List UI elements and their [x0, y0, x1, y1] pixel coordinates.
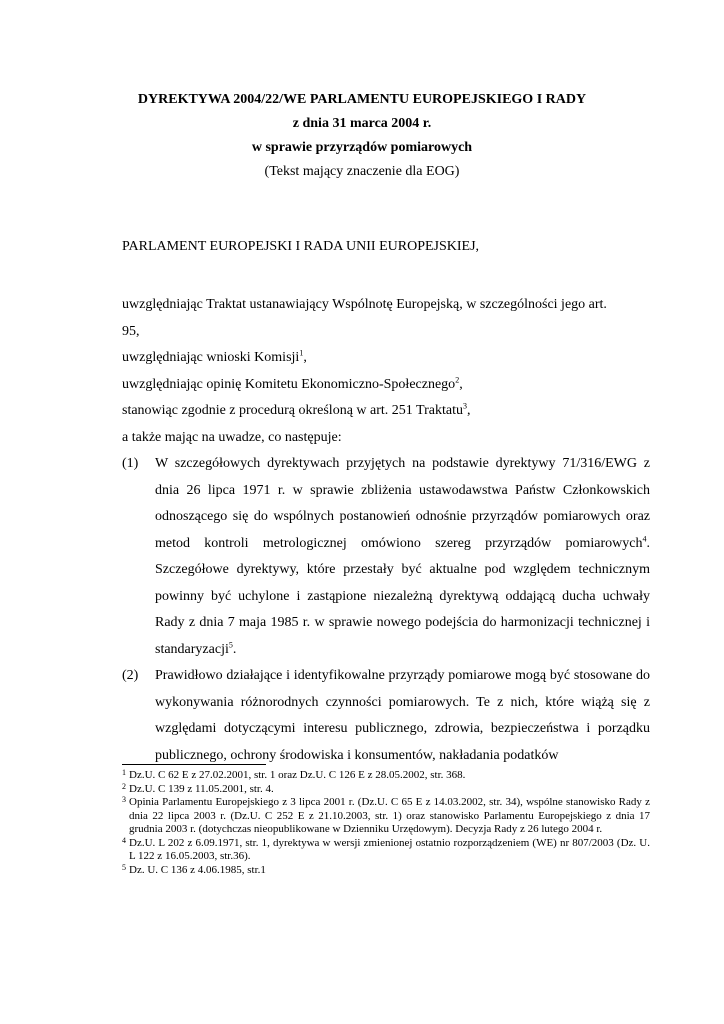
footnote-number: 2: [122, 781, 126, 791]
footnotes-section: [122, 769, 650, 877]
footnote-ref-2: 2: [455, 374, 460, 384]
footnote-3: 3 Opinia Parlamentu Europejskiego z 3 lipca 2001 r. (Dz.U. C 65 E z 14.03.2002, str. 34), wspólne stanowisko Rady z dnia 22 lipca 2003 r. (Dz.U. C 252 E z 21.10.2003, str. 1) oraz stanowisko Parlamentu Europejskiego z dnia 17 grudnia 2003 r. (dotychczas nieopublikowane w Dzienniku Urzędowym). Decyzja Rady z 26 lutego 2004 r.: [122, 795, 650, 835]
footnote-number: 4: [122, 835, 126, 845]
considerations-section: [122, 292, 650, 769]
footnote-divider: [122, 764, 266, 765]
recital-number: (2): [122, 668, 139, 683]
footnote-number: 3: [122, 795, 126, 804]
consideration-procedure: stanowiąc zgodnie z procedurą określoną w art. 251 Traktatu$^3$,: [122, 401, 471, 418]
title-line-date: z dnia 31 marca 2004 r.: [292, 116, 432, 131]
title-line-directive: DYREKTYWA 2004/22/WE PARLAMENTU EUROPEJSKIEGO I RADY: [137, 92, 587, 107]
consideration-treaty: uwzględniając Traktat ustanawiający Wspólnotę Europejską, w szczególności jego art.: [122, 297, 607, 312]
footnote-ref-4: 4: [642, 533, 647, 543]
recital-text: W szczegółowych dyrektywach przyjętych na podstawie dyrektywy 71/316/EWG z dnia 26 lipca 1971 r. w sprawie zbliżenia ustawodawstwa Państw Członkowskich odnoszącego się do wspólnych postanowień odnośnie przyrządów pomiarowych oraz metod kontroli metrologicznej omówiono szereg przyrządów pomiarowych$^4$. Szczegółowe dyrektywy, które przestały być aktualne pod względem technicznym powinny być uchylone i zastąpione niezależną dyrektywą oddającą ducha uchwały Rady z dnia 7 maja 1985 r. w sprawie nowego podejścia do harmonizacji technicznej i standaryzacji$^5$.: [155, 456, 650, 657]
consideration-commission: uwzględniając wnioski Komisji$^1$,: [122, 348, 307, 365]
document-title-block: [0, 88, 724, 184]
footnote-1: 1 Dz.U. C 62 E z 27.02.2001, str. 1 oraz Dz.U. C 126 E z 28.05.2002, str. 368.: [122, 768, 466, 781]
footnote-ref-1: 1: [299, 348, 304, 358]
recital-number: (1): [122, 456, 139, 471]
recital-text: Prawidłowo działające i identyfikowalne przyrządy pomiarowe mogą być stosowane do wykonywania różnorodnych czynności pomiarowych. Te z nich, które wiążą się z względami dotyczącymi interesu publicznego, zdrowia, bezpieczeństwa i porządku publicznego, ochrony środowiska i konsumentów, nakładania podatków: [155, 668, 650, 763]
footnote-5: 5 Dz. U. C 136 z 4.06.1985, str.1: [122, 862, 266, 876]
footnote-ref-3: 3: [462, 401, 467, 411]
consideration-committee: uwzględniając opinię Komitetu Ekonomiczno-Społecznego$^2$,: [122, 374, 463, 392]
consideration-treaty-article: 95,: [122, 323, 140, 339]
title-line-eea-note: (Tekst mający znaczenie dla EOG): [264, 164, 460, 179]
footnote-number: 1: [122, 768, 126, 777]
footnote-ref-5: 5: [228, 639, 233, 649]
footnote-2: 2 Dz.U. C 139 z 11.05.2001, str. 4.: [122, 781, 274, 795]
consideration-whereas: a także mając na uwadze, co następuje:: [122, 429, 342, 445]
title-line-subject: w sprawie przyrządów pomiarowych: [251, 140, 473, 155]
footnote-number: 5: [122, 862, 126, 872]
recital-1: [122, 451, 650, 663]
recital-2: [122, 663, 650, 769]
footnote-4: 4 Dz.U. L 202 z 6.09.1971, str. 1, dyrektywa w wersji zmienionej ostatnio rozporządzeniem (WE) nr 807/2003 (Dz. U. L 122 z 16.05.2003, str.36).: [122, 835, 650, 862]
preamble: PARLAMENT EUROPEJSKI I RADA UNII EUROPEJSKIEJ,: [122, 239, 480, 254]
